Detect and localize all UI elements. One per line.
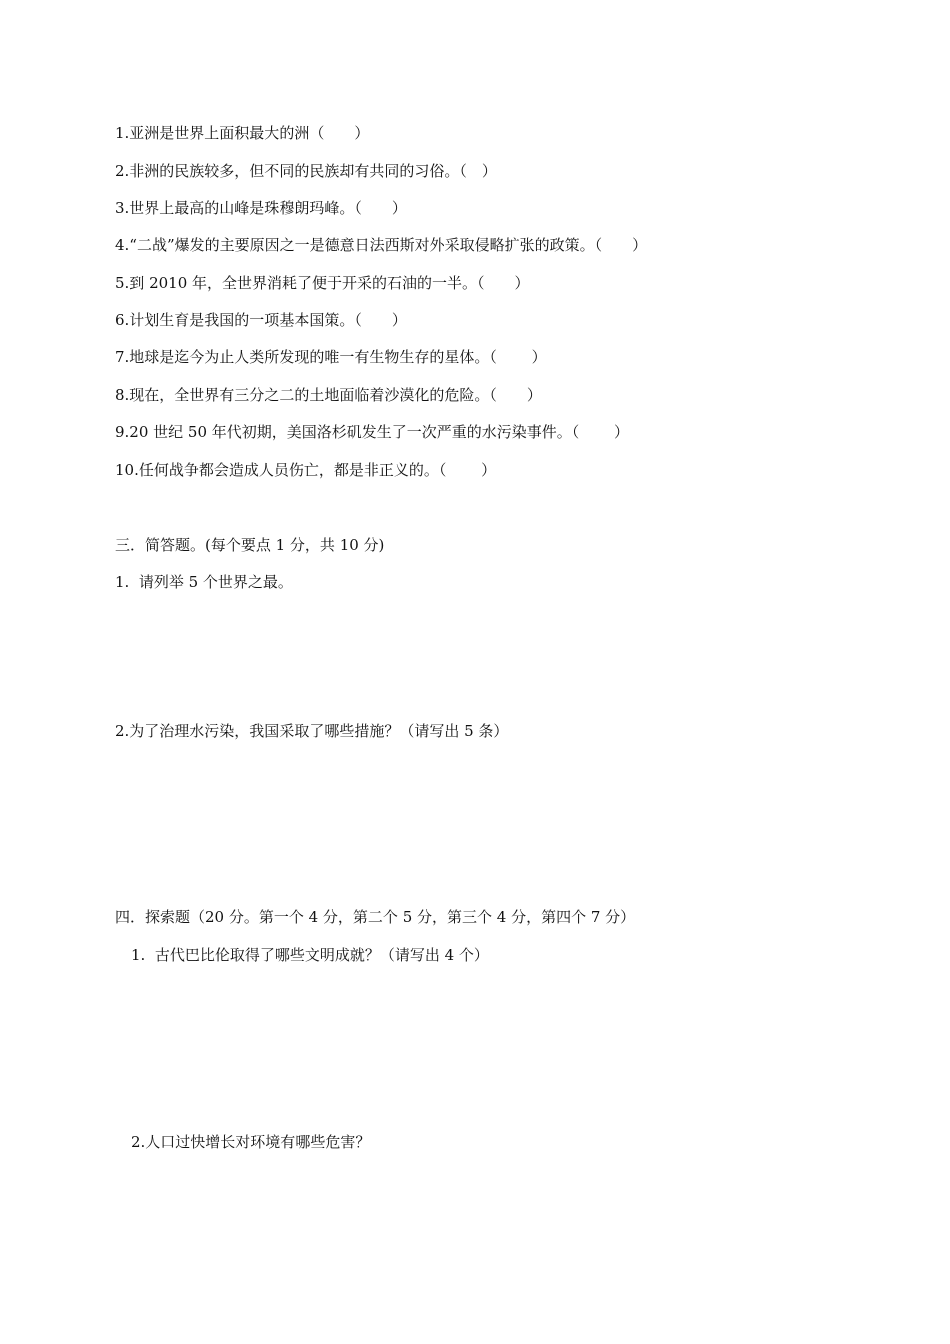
tf-question-9: 9.20 世纪 50 年代初期，美国洛杉矶发生了一次严重的水污染事件。（ ） xyxy=(115,423,630,441)
tf-question-3: 3.世界上最高的山峰是珠穆朗玛峰。（ ） xyxy=(115,199,407,217)
tf-question-5: 5.到 2010 年，全世界消耗了便于开采的石油的一半。（ ） xyxy=(115,274,530,292)
tf-question-1: 1.亚洲是世界上面积最大的洲（ ） xyxy=(115,124,370,142)
tf-question-10: 10.任何战争都会造成人员伤亡，都是非正义的。（ ） xyxy=(115,461,497,479)
section-3-question-1: 1. 请列举 5 个世界之最。 xyxy=(115,573,293,591)
tf-question-4: 4.“二战”爆发的主要原因之一是德意日法西斯对外采取侵略扩张的政策。（ ） xyxy=(115,236,648,254)
section-4-question-1: 1. 古代巴比伦取得了哪些文明成就？（请写出 4 个） xyxy=(131,946,489,964)
section-4-question-2: 2.人口过快增长对环境有哪些危害？ xyxy=(131,1133,371,1151)
tf-question-2: 2.非洲的民族较多，但不同的民族却有共同的习俗。（ ） xyxy=(115,162,497,180)
tf-question-7: 7.地球是迄今为止人类所发现的唯一有生物生存的星体。（ ） xyxy=(115,348,547,366)
section-4-heading: 四．探索题（20 分。第一个 4 分，第二个 5 分，第三个 4 分，第四个 7 分） xyxy=(115,908,636,926)
tf-question-8: 8.现在，全世界有三分之二的土地面临着沙漠化的危险。（ ） xyxy=(115,386,542,404)
section-3-question-2: 2.为了治理水污染，我国采取了哪些措施？（请写出 5 条） xyxy=(115,722,509,740)
section-3-heading: 三．简答题。(每个要点 1 分，共 10 分) xyxy=(115,536,385,554)
tf-question-6: 6.计划生育是我国的一项基本国策。（ ） xyxy=(115,311,407,329)
